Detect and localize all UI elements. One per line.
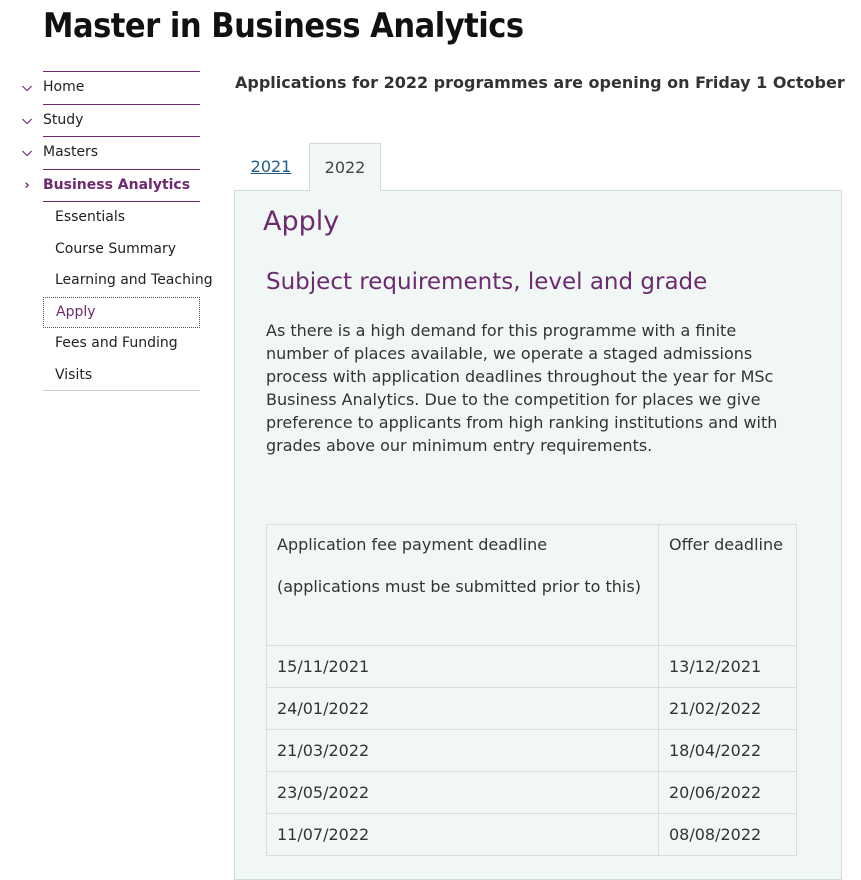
sidebar-item-masters[interactable] — [22, 137, 200, 170]
requirements-paragraph: As there is a high demand for this programme with a finite number of places available, we operate a staged admissions process with application deadlines throughout the year for MSc Business Analytics. Due to the competition for places we give preference to applicants from high ranking institutions and with grades above our minimum entry requirements. — [266, 321, 778, 455]
chevron-down-icon: ⌵ — [22, 145, 32, 160]
sidebar-item-label: Masters — [43, 144, 99, 160]
table-row — [267, 688, 797, 730]
apply-heading: Apply — [263, 206, 340, 237]
sidebar-item-label: Home — [43, 79, 85, 95]
payment-deadline-cell: 11/07/2022 — [267, 814, 659, 856]
payment-deadline-cell: 15/11/2021 — [267, 646, 659, 688]
table-row — [267, 730, 797, 772]
tab-2021[interactable]: 2021 — [250, 157, 292, 176]
subnav-item-fees-and-funding[interactable]: Fees and Funding — [55, 335, 178, 351]
chevron-right-icon: › — [24, 177, 30, 193]
sidebar-nav — [22, 71, 213, 391]
subnav-item-essentials[interactable]: Essentials — [55, 209, 126, 225]
subnav-item-apply[interactable]: Apply — [43, 297, 200, 329]
offer-deadline-cell: 18/04/2022 — [659, 730, 797, 772]
sidebar-item-home[interactable] — [22, 72, 200, 105]
chevron-down-icon: ⌵ — [22, 112, 32, 128]
subnav-item-learning-and-teaching[interactable]: Learning and Teaching — [55, 272, 213, 288]
offer-deadline-cell: 21/02/2022 — [659, 688, 797, 730]
payment-deadline-cell: 24/01/2022 — [267, 688, 659, 730]
sidebar-item-business-analytics[interactable] — [24, 170, 200, 203]
subject-requirements-heading: Subject requirements, level and grade — [266, 269, 708, 295]
chevron-down-icon: ⌵ — [22, 80, 32, 95]
tab-2022[interactable]: 2022 — [309, 143, 381, 191]
payment-deadline-header — [267, 525, 659, 646]
sidebar-item-label: Study — [43, 111, 84, 128]
offer-deadline-cell: 08/08/2022 — [659, 814, 797, 856]
offer-deadline-cell: 20/06/2022 — [659, 772, 797, 814]
table-row — [267, 814, 797, 856]
payment-deadline-header-note: (applications must be submitted prior to this) — [277, 577, 641, 596]
subnav-item-visits[interactable]: Visits — [43, 360, 200, 392]
payment-deadline-header-label: Application fee payment deadline — [277, 535, 548, 554]
applications-notice: Applications for 2022 programmes are opening on Friday 1 October — [235, 73, 845, 92]
table-row — [267, 772, 797, 814]
payment-deadline-cell: 23/05/2022 — [267, 772, 659, 814]
table-header-row — [267, 525, 797, 646]
offer-deadline-cell: 13/12/2021 — [659, 646, 797, 688]
page-title: Master in Business Analytics — [43, 6, 524, 46]
subnav-item-course-summary[interactable]: Course Summary — [55, 240, 176, 257]
table-row — [267, 646, 797, 688]
sidebar-item-label: Business Analytics — [43, 176, 191, 193]
payment-deadline-cell: 21/03/2022 — [267, 730, 659, 772]
offer-deadline-header: Offer deadline — [659, 525, 797, 646]
deadlines-table — [266, 524, 797, 856]
sidebar-item-study[interactable] — [22, 105, 200, 138]
